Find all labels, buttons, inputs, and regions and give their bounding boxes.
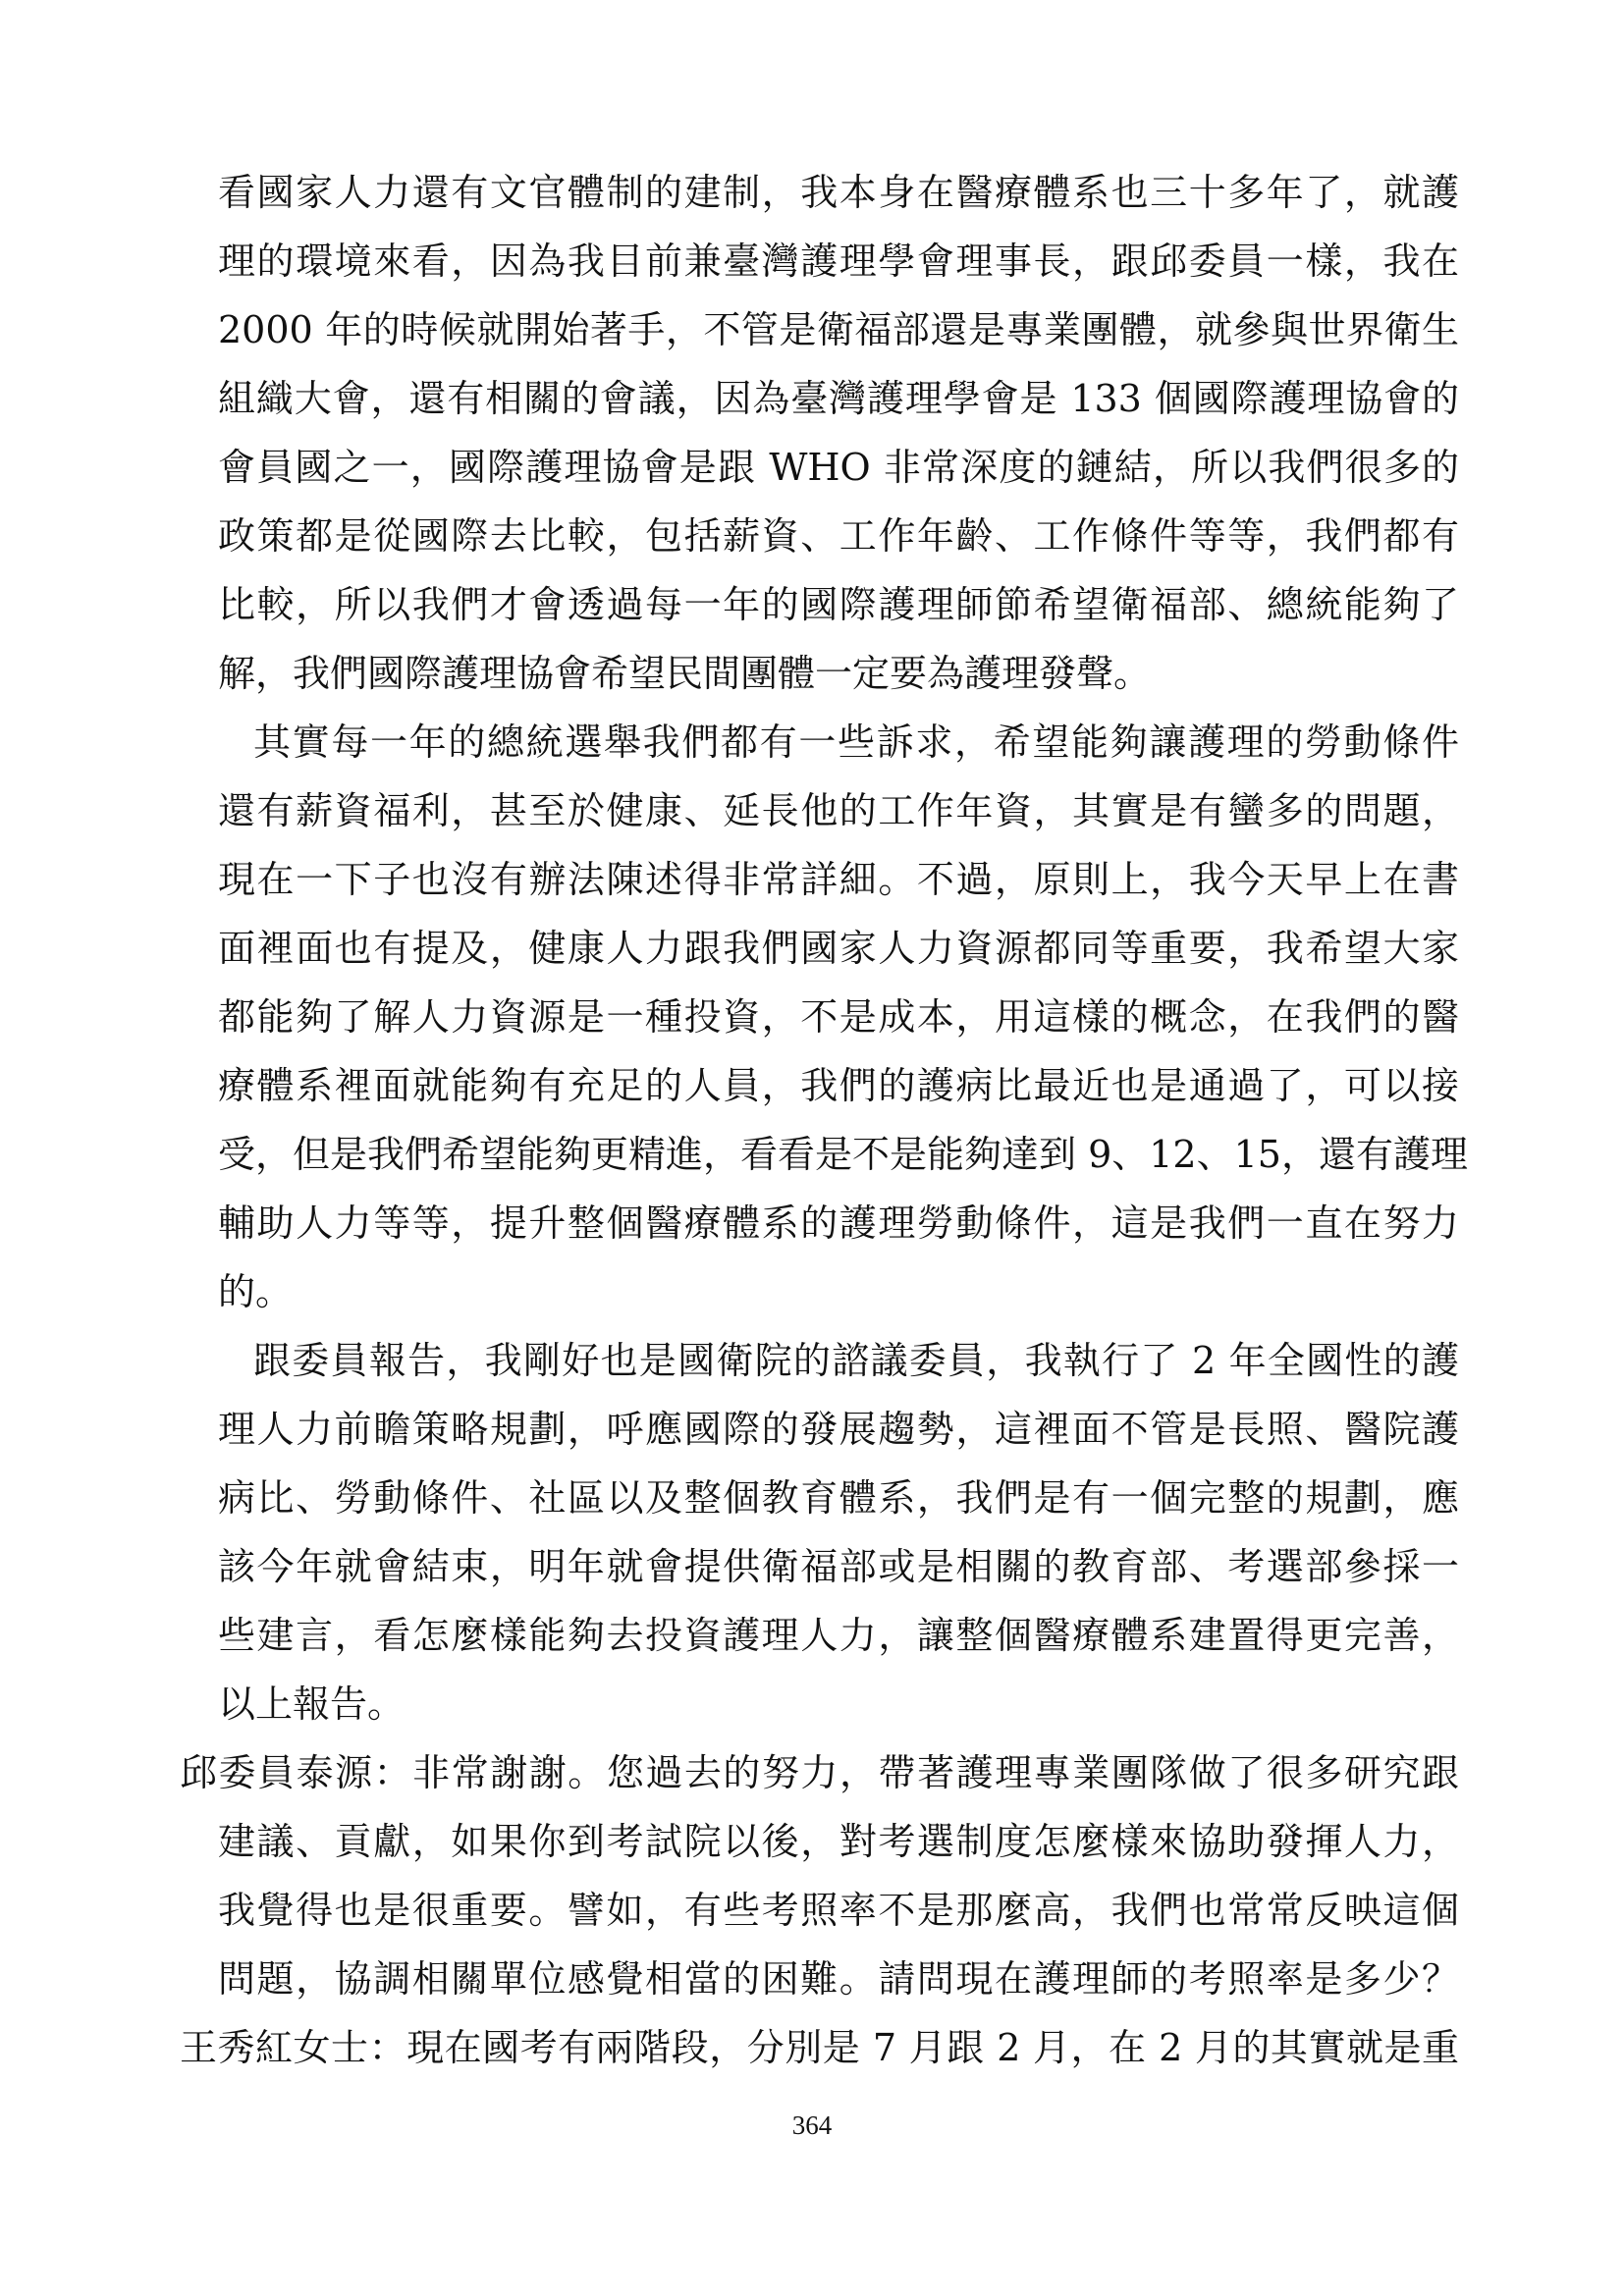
text-line: 還有薪資福利，甚至於健康、延長他的工作年資，其實是有蠻多的問題， — [218, 789, 1459, 832]
transcript-body — [180, 158, 1468, 2082]
speaker-line: 王秀紅女士：現在國考有兩階段，分別是 7 月跟 2 月，在 2 月的其實就是重 — [180, 2026, 1459, 2069]
text-line: 2000 年的時候就開始著手，不管是衛福部還是專業團體，就參與世界衛生 — [218, 308, 1459, 351]
text-line: 理人力前瞻策略規劃，呼應國際的發展趨勢，這裡面不管是長照、醫院護 — [218, 1408, 1459, 1451]
text-line: 現在一下子也沒有辦法陳述得非常詳細。不過，原則上，我今天早上在書 — [218, 858, 1459, 901]
text-line: 會員國之一，國際護理協會是跟 WHO 非常深度的鏈結，所以我們很多的 — [218, 446, 1459, 489]
text-line: 受，但是我們希望能夠更精進，看看是不是能夠達到 9、12、15，還有護理 — [218, 1133, 1468, 1176]
paragraph-first-line: 跟委員報告，我剛好也是國衛院的諮議委員，我執行了 2 年全國性的護 — [253, 1339, 1459, 1382]
text-line: 建議、貢獻，如果你到考試院以後，對考選制度怎麼樣來協助發揮人力， — [218, 1820, 1459, 1863]
text-line: 療體系裡面就能夠有充足的人員，我們的護病比最近也是通過了，可以接 — [218, 1064, 1459, 1107]
text-line: 些建言，看怎麼樣能夠去投資護理人力，讓整個醫療體系建置得更完善， — [218, 1614, 1459, 1657]
paragraph-first-line: 其實每一年的總統選舉我們都有一些訴求，希望能夠讓護理的勞動條件 — [253, 721, 1459, 764]
page-number: 364 — [791, 2110, 833, 2140]
text-line: 我覺得也是很重要。譬如，有些考照率不是那麼高，我們也常常反映這個 — [218, 1889, 1459, 1932]
text-line: 以上報告。 — [218, 1682, 406, 1726]
text-line: 問題，協調相關單位感覺相當的困難。請問現在護理師的考照率是多少？ — [218, 1957, 1459, 2001]
text-line: 輔助人力等等，提升整個醫療體系的護理勞動條件，這是我們一直在努力 — [218, 1201, 1459, 1245]
text-line: 的。 — [218, 1270, 294, 1313]
text-line: 面裡面也有提及，健康人力跟我們國家人力資源都同等重要，我希望大家 — [218, 927, 1459, 970]
text-line: 組織大會，還有相關的會議，因為臺灣護理學會是 133 個國際護理協會的 — [218, 377, 1459, 420]
text-line: 解，我們國際護理協會希望民間團體一定要為護理發聲。 — [218, 652, 1152, 695]
text-line: 政策都是從國際去比較，包括薪資、工作年齡、工作條件等等，我們都有 — [218, 514, 1459, 558]
text-line: 該今年就會結束，明年就會提供衛福部或是相關的教育部、考選部參採一 — [218, 1545, 1459, 1588]
text-line: 都能夠了解人力資源是一種投資，不是成本，用這樣的概念，在我們的醫 — [218, 995, 1459, 1039]
speaker-line: 邱委員泰源：非常謝謝。您過去的努力，帶著護理專業團隊做了很多研究跟 — [180, 1751, 1459, 1794]
text-line: 比較，所以我們才會透過每一年的國際護理師節希望衛福部、總統能夠了 — [218, 583, 1459, 626]
text-line: 理的環境來看，因為我目前兼臺灣護理學會理事長，跟邱委員一樣，我在 — [218, 240, 1459, 283]
text-line: 病比、勞動條件、社區以及整個教育體系，我們是有一個完整的規劃，應 — [218, 1476, 1459, 1520]
text-line: 看國家人力還有文官體制的建制，我本身在醫療體系也三十多年了，就護 — [218, 171, 1459, 214]
